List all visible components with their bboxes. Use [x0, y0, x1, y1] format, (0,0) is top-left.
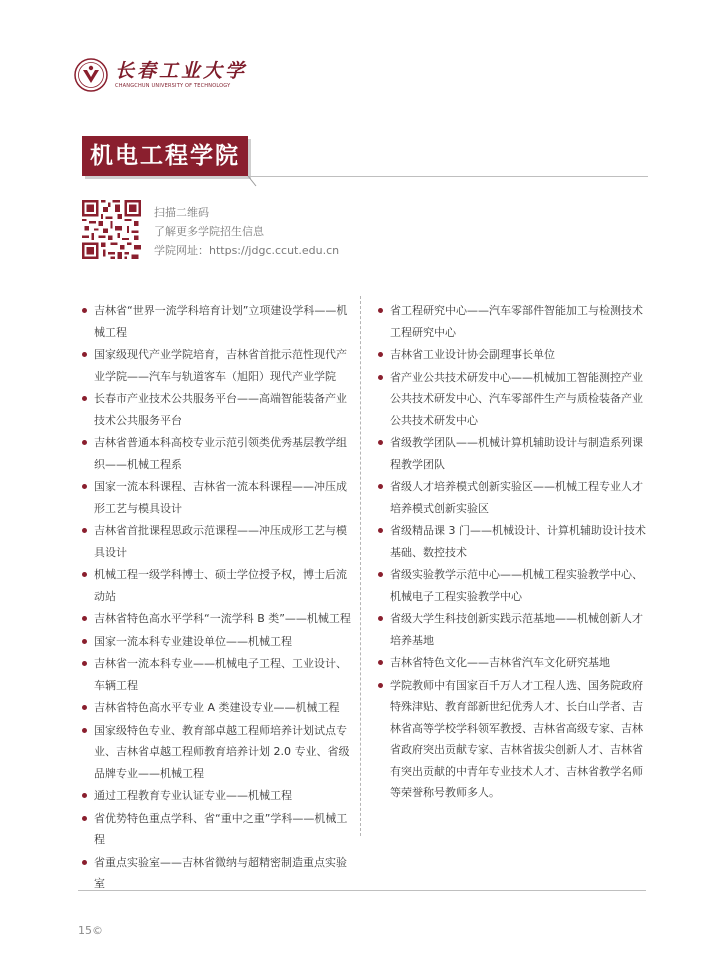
- list-item-text: 吉林省特色文化——吉林省汽车文化研究基地: [390, 656, 610, 669]
- bullet-dot-icon: [378, 528, 383, 533]
- list-item-text: 省级大学生科技创新实践示范基地——机械创新人才培养基地: [390, 612, 643, 647]
- bullet-dot-icon: [82, 639, 87, 644]
- bullet-dot-icon: [82, 528, 87, 533]
- bullet-dot-icon: [82, 705, 87, 710]
- page-title: 机电工程学院: [90, 143, 240, 169]
- bullet-dot-icon: [82, 616, 87, 621]
- bullet-dot-icon: [82, 816, 87, 821]
- bullet-dot-icon: [378, 660, 383, 665]
- list-item-text: 省级实验教学示范中心——机械工程实验教学中心、机械电子工程实验教学中心: [390, 568, 643, 603]
- list-item: [80, 697, 352, 719]
- bullet-dot-icon: [82, 793, 87, 798]
- bullet-dot-icon: [378, 683, 383, 688]
- column-divider: [360, 296, 361, 836]
- list-item: [80, 564, 352, 607]
- bullet-dot-icon: [82, 484, 87, 489]
- bullet-dot-icon: [378, 440, 383, 445]
- list-item: [376, 300, 646, 343]
- list-item: [376, 476, 646, 519]
- list-item: [376, 675, 646, 804]
- list-item-text: 吉林省“世界一流学科培育计划”立项建设学科——机械工程: [94, 304, 348, 339]
- list-item-text: 省级教学团队——机械计算机辅助设计与制造系列课程教学团队: [390, 436, 643, 471]
- list-item-text: 通过工程教育专业认证专业——机械工程: [94, 789, 292, 802]
- bullet-dot-icon: [82, 396, 87, 401]
- list-item-text: 省级精品课 3 门——机械设计、计算机辅助设计技术基础、数控技术: [390, 524, 646, 559]
- list-item-text: 学院教师中有国家百千万人才工程人选、国务院政府特殊津贴、教育部新世纪优秀人才、长白山学者、吉林省高等学校学科领军教授、吉林省高级专家、吉林省政府突出贡献专家、吉林省拔尖创新人才、吉林省有突出贡献的中青年专业技术人才、吉林省教学名师等荣誉称号教师多人。: [390, 678, 643, 799]
- bullet-dot-icon: [378, 375, 383, 380]
- list-item-text: 吉林省特色高水平专业 A 类建设专业——机械工程: [94, 701, 340, 714]
- list-item: [80, 653, 352, 696]
- list-item: [376, 608, 646, 651]
- bullet-dot-icon: [82, 572, 87, 577]
- footer-rule: [78, 890, 646, 891]
- list-item: [376, 344, 646, 366]
- copyright-icon: ©: [92, 924, 103, 937]
- qr-code-icon[interactable]: [82, 200, 141, 259]
- list-item: [80, 785, 352, 807]
- list-item-text: 国家级特色专业、教育部卓越工程师培养计划试点专业、吉林省卓越工程师教育培养计划 2.0 专业、省级品牌专业——机械工程: [94, 723, 350, 780]
- bullet-dot-icon: [82, 440, 87, 445]
- list-item: [80, 608, 352, 630]
- list-item: [80, 808, 352, 851]
- bullet-dot-icon: [82, 728, 87, 733]
- page-number-text: 15: [78, 924, 92, 937]
- university-emblem-icon: [74, 58, 108, 92]
- right-honor-list: [376, 300, 646, 805]
- list-item-text: 省级人才培养模式创新实验区——机械工程专业人才培养模式创新实验区: [390, 480, 643, 515]
- list-item-text: 国家级现代产业学院培育，吉林省首批示范性现代产业学院——汽车与轨道客车（旭阳）现代产业学院: [94, 348, 347, 383]
- title-notch-decoration: [236, 176, 262, 190]
- list-item-text: 国家一流本科专业建设单位——机械工程: [94, 634, 292, 648]
- left-honor-list: [80, 300, 352, 896]
- list-item: [376, 432, 646, 475]
- bullet-dot-icon: [378, 616, 383, 621]
- bullet-dot-icon: [378, 308, 383, 313]
- logo-english-name: CHANGCHUN UNIVERSITY OF TECHNOLOGY: [115, 83, 231, 89]
- list-item-text: 吉林省普通本科高校专业示范引领类优秀基层教学组织——机械工程系: [94, 436, 347, 471]
- logo-chinese-name: 长春工业大学: [115, 60, 248, 82]
- list-item: [80, 631, 352, 653]
- list-item-text: 吉林省特色高水平学科“一流学科 B 类”——机械工程: [94, 612, 351, 625]
- list-item-text: 省重点实验室——吉林省微纳与超精密制造重点实验室: [94, 855, 347, 890]
- list-item-text: 省工程研究中心——汽车零部件智能加工与检测技术工程研究中心: [390, 304, 643, 339]
- bullet-dot-icon: [82, 661, 87, 666]
- list-item: [80, 300, 352, 343]
- list-item-text: 吉林省一流本科专业——机械电子工程、工业设计、车辆工程: [94, 657, 347, 692]
- list-item: [80, 852, 352, 895]
- bullet-dot-icon: [378, 572, 383, 577]
- college-website[interactable]: 学院网址：https://jdgc.ccut.edu.cn: [154, 244, 340, 257]
- list-item: [80, 476, 352, 519]
- list-item: [80, 520, 352, 563]
- list-item: [80, 720, 352, 785]
- list-item: [376, 564, 646, 607]
- list-item: [80, 388, 352, 431]
- list-item: [376, 652, 646, 674]
- list-item-text: 机械工程一级学科博士、硕士学位授予权，博士后流动站: [94, 568, 347, 603]
- bullet-dot-icon: [82, 308, 87, 313]
- list-item: [80, 432, 352, 475]
- list-item-text: 省优势特色重点学科、省“重中之重”学科——机械工程: [94, 811, 348, 846]
- list-item-text: 长春市产业技术公共服务平台——高端智能装备产业技术公共服务平台: [94, 392, 347, 427]
- bullet-dot-icon: [378, 352, 383, 357]
- page-number: [78, 924, 103, 937]
- list-item-text: 吉林省工业设计协会副理事长单位: [390, 348, 555, 361]
- qr-info: [154, 203, 339, 260]
- bullet-dot-icon: [82, 860, 87, 865]
- title-underline: [248, 176, 648, 177]
- list-item: [80, 344, 352, 387]
- page-title-banner: [82, 136, 248, 176]
- list-item: [376, 367, 646, 432]
- list-item: [376, 520, 646, 563]
- university-logo: [74, 58, 247, 92]
- list-item-text: 吉林省首批课程思政示范课程——冲压成形工艺与模具设计: [94, 524, 347, 559]
- bullet-dot-icon: [82, 352, 87, 357]
- list-item-text: 国家一流本科课程、吉林省一流本科课程——冲压成形工艺与模具设计: [94, 480, 347, 515]
- list-item-text: 省产业公共技术研发中心——机械加工智能测控产业公共技术研发中心、汽车零部件生产与质检装备产业公共技术研发中心: [390, 370, 643, 427]
- bullet-dot-icon: [378, 484, 383, 489]
- qr-caption-scan: 扫描二维码: [154, 206, 209, 219]
- qr-caption-more: 了解更多学院招生信息: [154, 225, 264, 238]
